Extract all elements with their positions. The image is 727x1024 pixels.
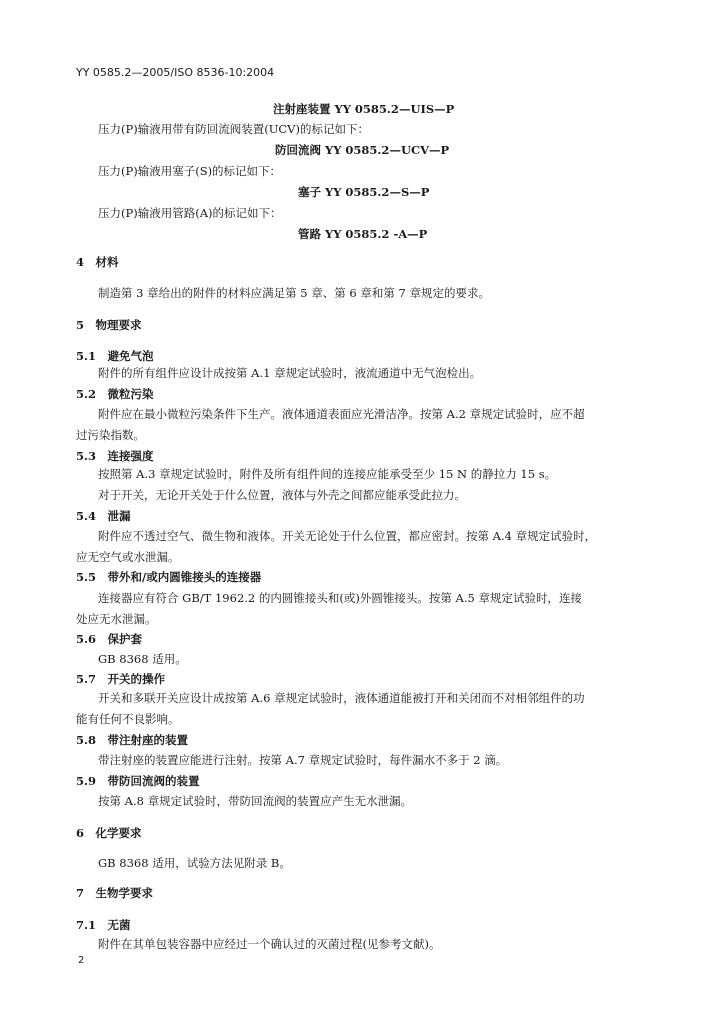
subsection-heading-5-8: 5.8 带注射座的装置 <box>76 733 189 747</box>
marking-line-tubing: 管路 YY 0585.2 -A—P <box>298 227 428 241</box>
subsection-heading-5-9: 5.9 带防回流阀的装置 <box>76 774 200 788</box>
subsection-heading-7-1: 7.1 无菌 <box>76 918 131 932</box>
paragraph-line: 压力(P)输液用带有防回流阀装置(UCV)的标记如下： <box>98 122 369 136</box>
subsection-heading-5-3: 5.3 连接强度 <box>76 449 154 463</box>
subsection-heading-5-5: 5.5 带外和/或内圆锥接头的连接器 <box>76 570 262 584</box>
paragraph-line: 附件应不透过空气、微生物和液体。开关无论处于什么位置，都应密封。按第 A.4 章规定试验时， <box>98 529 597 543</box>
subsection-heading-5-1: 5.1 避免气泡 <box>76 349 154 363</box>
subsection-heading-5-4: 5.4 泄漏 <box>76 509 131 523</box>
paragraph-line: 能有任何不良影响。 <box>76 712 180 726</box>
running-header: YY 0585.2—2005/ISO 8536-10:2004 <box>76 66 275 79</box>
paragraph-line: 压力(P)输液用管路(A)的标记如下： <box>98 206 282 220</box>
paragraph-line: 连接器应有符合 GB/T 1962.2 的内圆锥接头和(或)外圆锥接头。按第 A.5 章规定试验时，连接 <box>98 591 582 605</box>
marking-line-uis: 注射座装置 YY 0585.2—UIS—P <box>273 102 455 116</box>
paragraph-line: 应无空气或水泄漏。 <box>76 550 180 564</box>
section-heading-6: 6 化学要求 <box>76 826 142 840</box>
paragraph-line: 按第 A.8 章规定试验时，带防回流阀的装置应产生无水泄漏。 <box>98 794 413 808</box>
paragraph-line: GB 8368 适用，试验方法见附录 B。 <box>98 856 291 870</box>
paragraph-line: 附件应在最小微粒污染条件下生产。液体通道表面应光滑洁净。按第 A.2 章规定试验时，应不超 <box>98 407 585 421</box>
section-heading-5: 5 物理要求 <box>76 318 142 332</box>
paragraph-line: 按照第 A.3 章规定试验时，附件及所有组件间的连接应能承受至少 15 N 的静拉力 15 s。 <box>98 467 557 481</box>
page-number: 2 <box>78 955 85 966</box>
marking-line-stopper: 塞子 YY 0585.2—S—P <box>298 185 430 199</box>
paragraph-line: 对于开关，无论开关处于什么位置，液体与外壳之间都应能承受此拉力。 <box>98 488 466 502</box>
section-heading-7: 7 生物学要求 <box>76 886 154 900</box>
paragraph-line: 带注射座的装置应能进行注射。按第 A.7 章规定试验时，每件漏水不多于 2 滴。 <box>98 753 508 767</box>
paragraph-line: 开关和多联开关应设计成按第 A.6 章规定试验时，液体通道能被打开和关闭而不对相邻组件的功 <box>98 691 585 705</box>
paragraph-line: 附件在其单包装容器中应经过一个确认过的灭菌过程(见参考文献)。 <box>98 937 441 951</box>
subsection-heading-5-7: 5.7 开关的操作 <box>76 672 166 686</box>
subsection-heading-5-6: 5.6 保护套 <box>76 632 143 646</box>
paragraph-line: 附件的所有组件应设计成按第 A.1 章规定试验时，液流通道中无气泡检出。 <box>98 366 482 380</box>
paragraph-line: 制造第 3 章给出的附件的材料应满足第 5 章、第 6 章和第 7 章规定的要求。 <box>98 286 491 300</box>
section-heading-4: 4 材料 <box>76 255 119 269</box>
paragraph-line: 处应无水泄漏。 <box>76 612 157 626</box>
paragraph-line: 压力(P)输液用塞子(S)的标记如下： <box>98 164 282 178</box>
paragraph-line: GB 8368 适用。 <box>98 652 187 666</box>
paragraph-line: 过污染指数。 <box>76 428 145 442</box>
marking-line-ucv: 防回流阀 YY 0585.2—UCV—P <box>275 143 450 157</box>
subsection-heading-5-2: 5.2 微粒污染 <box>76 387 154 401</box>
